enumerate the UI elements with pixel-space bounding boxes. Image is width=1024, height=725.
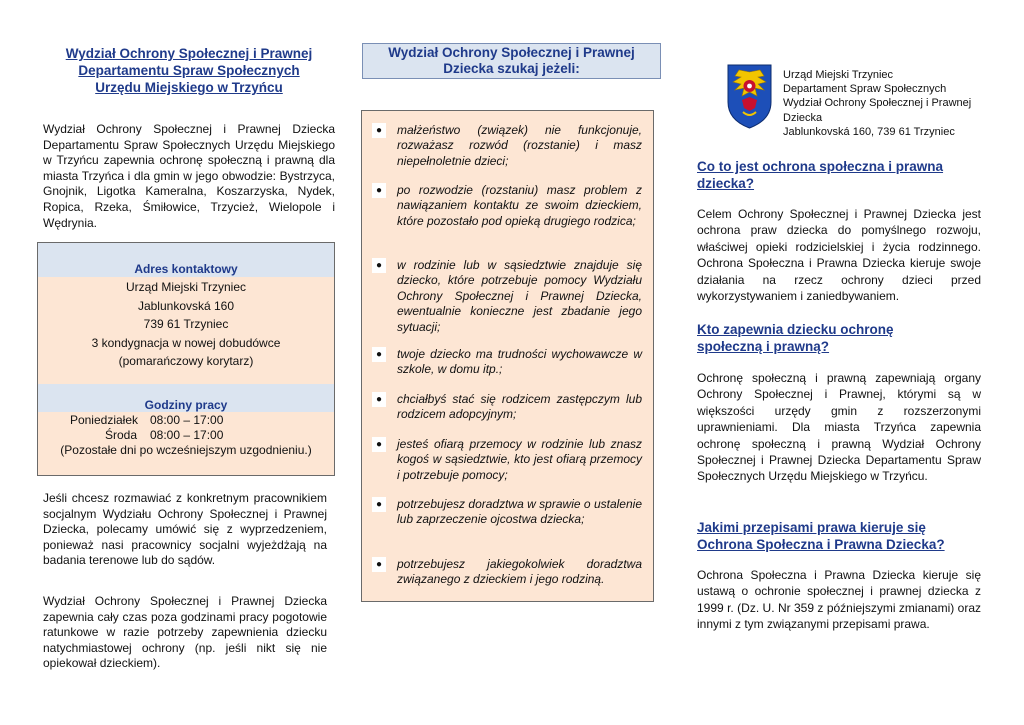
list-item: [372, 437, 642, 483]
hours-heading: Godziny pracy: [38, 384, 334, 412]
bullet-dot-icon: ●: [372, 437, 386, 452]
list-item: [372, 183, 642, 229]
left-title: [43, 45, 335, 96]
bullet-dot-icon: ●: [372, 258, 386, 273]
list-item: [372, 497, 642, 528]
office-line: Dziecka: [783, 111, 823, 124]
hours-row: [42, 413, 334, 428]
middle-title-line: Dziecka szukaj jeżeli:: [443, 61, 580, 76]
middle-title-line: Wydział Ochrony Społecznej i Prawnej: [388, 45, 635, 60]
list-item: [372, 123, 642, 169]
left-title-line: Wydział Ochrony Społecznej i Prawnej: [65, 46, 313, 61]
address-line: 739 61 Trzyniec: [143, 317, 229, 332]
address-line: (pomarańczowy korytarz): [118, 354, 254, 369]
hours-time: 08:00 – 17:00: [150, 412, 224, 427]
section-text-who: Ochronę społeczną i prawną zapewniają organy Ochrony Społecznej i Prawnej, którymi są w większości urzędy gmin z rozszerzonymi uprawnieniami. Dla miasta Trzyńca zapewnia ochronę społeczną i prawną Wydział Ochrony Społecznej i Prawnej Dziecka Departamentu Spraw Społecznych Urzędu Miejskiego w Trzyńcu.: [697, 371, 981, 484]
bullet-dot-icon: ●: [372, 347, 386, 362]
list-item-text: twoje dziecko ma trudności wychowawcze w szkole, w domu itp.;: [397, 347, 642, 377]
list-item-text: potrzebujesz doradztwa w sprawie o ustalenie lub zaprzeczenie ojcostwa dziecka;: [397, 497, 642, 527]
bullet-dot-icon: ●: [372, 392, 386, 407]
office-line: Jablunkovská 160, 739 61 Trzyniec: [783, 125, 955, 138]
list-item-text: małżeństwo (związek) nie funkcjonuje, rozważasz rozwód (rozstanie) i masz niepełnoletnie dzieci;: [397, 123, 642, 168]
reasons-box: [361, 110, 654, 602]
list-item: [372, 557, 642, 588]
section-heading-law: [697, 519, 987, 553]
bullet-dot-icon: ●: [372, 123, 386, 138]
bullet-dot-icon: ●: [372, 557, 386, 572]
contact-address: [38, 278, 334, 371]
middle-title: [362, 43, 661, 79]
list-item: [372, 392, 642, 423]
list-item-text: chciałbyś stać się rodzicem zastępczym lub rodzicem adopcyjnym;: [397, 392, 642, 422]
appointment-paragraph: Jeśli chcesz rozmawiać z konkretnym pracownikiem socjalnym Wydziału Ochrony Społecznej i Prawnej Dziecka, polecamy umówić się z wyprzedzeniem, ponieważ nasi pracownicy socjalni wyjeżdżają na badania terenowe lub do sądów.: [43, 491, 327, 568]
office-address: [783, 68, 971, 139]
section-heading-what: [697, 158, 987, 192]
heading-line: dziecka?: [697, 176, 755, 191]
list-item: [372, 258, 642, 335]
heading-line: Kto zapewnia dziecku ochronę: [697, 322, 894, 337]
list-item-text: jesteś ofiarą przemocy w rodzinie lub znasz kogoś w sąsiedztwie, kto jest ofiarą przemocy i potrzebuje pomocy;: [397, 437, 642, 482]
list-item-text: po rozwodzie (rozstaniu) masz problem z nawiązaniem kontaktu ze swoim dzieckiem, które pozostało pod opieką drugiego rodzica;: [397, 183, 642, 228]
left-title-line: Urzędu Miejskiego w Trzyńcu: [95, 80, 283, 95]
hours-note: (Pozostałe dni po wcześniejszym uzgodnieniu.): [60, 442, 312, 457]
city-coat-of-arms-icon: [727, 64, 772, 129]
hours-day: Środa: [105, 427, 138, 442]
office-line: Departament Spraw Społecznych: [783, 83, 947, 96]
list-item: [372, 347, 642, 378]
bullet-dot-icon: ●: [372, 497, 386, 512]
bullet-dot-icon: ●: [372, 183, 386, 198]
list-item-text: potrzebujesz jakiegokolwiek doradztwa związanego z dzieckiem i jego rodziną.: [397, 557, 642, 587]
emergency-paragraph: Wydział Ochrony Społecznej i Prawnej Dziecka zapewnia cały czas poza godzinami pracy pogotowie ratunkowe w razie potrzeby zapewnienia dziecku natychmiastowej ochrony (np. jeśli nikt się nie opiekował dzieckiem).: [43, 594, 327, 671]
hours-row: [42, 428, 334, 443]
left-column: [43, 45, 335, 231]
contact-heading: Adres kontaktowy: [38, 243, 334, 277]
address-line: 3 kondygnacja w nowej dobudówce: [91, 335, 281, 350]
address-line: Jablunkovská 160: [137, 298, 235, 313]
hours-time: 08:00 – 17:00: [150, 427, 224, 442]
hours-table: [38, 413, 334, 443]
heading-line: Ochrona Społeczna i Prawna Dziecka?: [697, 537, 945, 552]
left-intro-paragraph: Wydział Ochrony Społecznej i Prawnej Dziecka Departamentu Spraw Społecznych Urzędu Miejskiego w Trzyńcu zapewnia ochronę społeczną i prawną dla miasta Trzyńca i dla gmin w jego obwodzie: Bystrzyca, Gnojnik, Ligotka Kameralna, Koszarzyska, Nydek, Ropica, Rzeka, Śmiłowice, Trzycież, Wielopole i Wędrynia.: [43, 122, 335, 230]
office-line: Wydział Ochrony Społecznej i Prawnej: [783, 97, 972, 110]
list-item-text: w rodzinie lub w sąsiedztwie znajduje się dziecko, które potrzebuje pomocy Wydziału Ochrony Społecznej i Prawnej Dziecka, ewentualnie konieczne jest zbadanie jego sytuacji;: [397, 258, 642, 334]
section-heading-who: [697, 321, 987, 355]
office-line: Urząd Miejski Trzyniec: [783, 69, 894, 81]
hours-day: Poniedziałek: [69, 412, 138, 427]
left-title-line: Departamentu Spraw Społecznych: [78, 63, 300, 78]
heading-line: Jakimi przepisami prawa kieruje się: [697, 520, 926, 535]
address-line: Urząd Miejski Trzyniec: [125, 280, 247, 294]
heading-line: Co to jest ochrona społeczna i prawna: [697, 159, 944, 174]
heading-line: społeczną i prawną?: [697, 339, 830, 354]
contact-box: [37, 242, 335, 476]
section-text-law: Ochrona Społeczna i Prawna Dziecka kieruje się ustawą o ochronie społecznej i prawnej dziecka z 1999 r. (Dz. U. Nr 359 z późniejszymi zmianami) oraz innymi z tym związanymi przepisami prawa.: [697, 568, 981, 632]
section-text-what: Celem Ochrony Społecznej i Prawnej Dziecka jest ochrona praw dziecka do pomyślnego rozwoju, właściwej opieki rodzicielskiej i życia rodzinnego. Ochrona Społeczna i Prawna Dziecka kieruje swoje działania na rzecz ochrony dzieci przed wykorzystywaniem i zaniedbywaniem.: [697, 207, 981, 304]
